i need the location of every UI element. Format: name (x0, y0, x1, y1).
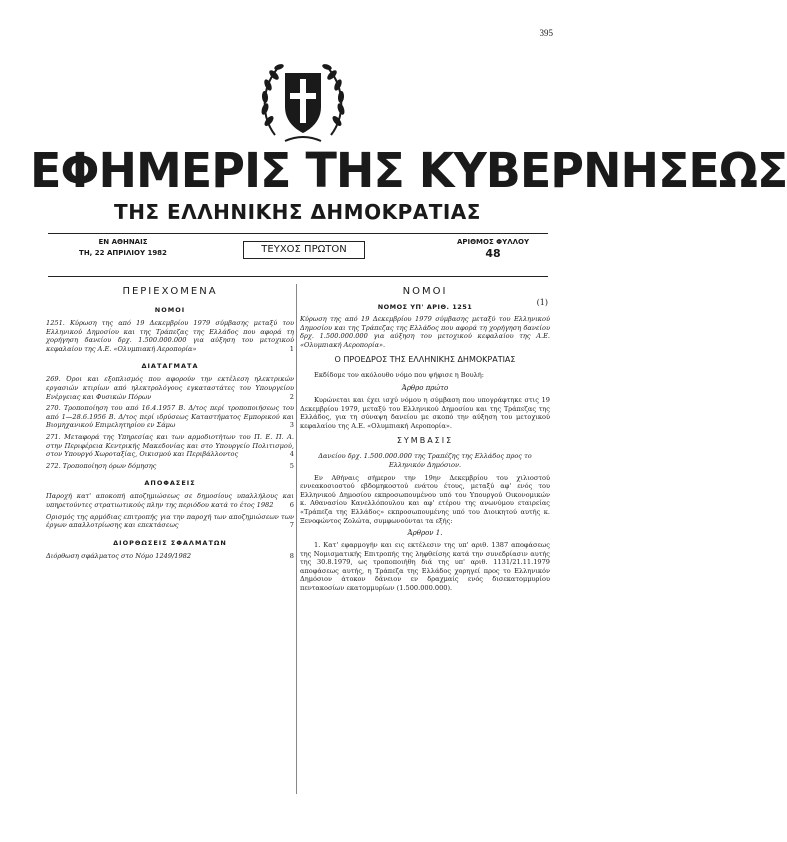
law-summary: Κύρωση της από 19 Δεκεμβρίου 1979 σύμβασης μεταξύ του Ελληνικού Δημοσίου και της Τράπεζας της Ελλάδος που αφορά τη χορήγηση δανείου δρχ. 1.500.000.000 για αύξηση του μετοχικού κεφαλαίου της Α.Ε. «Ολυμπιακή Αεροπορία». (300, 315, 550, 349)
contents-section-decrees (46, 362, 294, 470)
entry-text: Ορισμός της αρμόδιας επιτροπής για την παροχή των αποζημιώσεων των έργων απαλλοτρίωσης και επεκτάσεως (46, 512, 294, 530)
section-heading: ΔΙΟΡΘΩΣΕΙΣ ΣΦΑΛΜΑΤΩΝ (113, 538, 227, 547)
entry-text: 272. Τροποποίηση όρων δόμησης (46, 461, 157, 470)
agreement-heading: ΣΥΜΒΑΣΙΣ (396, 436, 454, 446)
president-heading: Ο ΠΡΟΕΔΡΟΣ ΤΗΣ ΕΛΛΗΝΙΚΗΣ ΔΗΜΟΚΡΑΤΙΑΣ (334, 355, 516, 365)
section-heading: ΔΙΑΤΑΓΜΑΤΑ (141, 362, 199, 371)
entry-text: Παροχή κατ' αποκοπή αποζημιώσεως σε δημοσίους υπαλλήλους και υπηρετούντες στρατιωτικούς πλην της περιόδου κατά το έτος 1982 (46, 492, 294, 509)
issue-bar (48, 237, 548, 273)
contents-entry (46, 492, 294, 509)
contents-entry (46, 404, 294, 430)
laws-column (300, 282, 550, 597)
article-text: 1. Κατ' εφαρμογήν και εις εκτέλεσιν της υπ' αριθ. 1387 αποφάσεως της Νομισματικής Επιτροπής της ληφθείσης κατά την συνεδρίασιν αυτής της 30.8.1979, ως τροποποιήθη διά της υπ' αριθ. 1131/21.11.1979 αποφάσεως αυτής, η Τράπεζα της Ελλάδος χορηγεί προς το Ελληνικόν Δημόσιον άτοκον δάνειον εν δραχμαίς ενός δισεκατομμυρίου πεντακοσίων εκατομμυρίων (1.500.000.000). (300, 541, 550, 593)
entry-text: 271. Μεταφορά της Υπηρεσίας και των αρμοδιοτήτων του Π. Ε. Π. Α. στην Περιφέρεια Κεντρικής Μακεδονίας και στο Υπουργείο Πολιτισμού, στον Υπουργό Χωροταξίας, Οικισμού και Περιβάλλοντος (46, 432, 294, 459)
issue-date-block (48, 237, 198, 259)
entry-text: Διόρθωση σφάλματος στο Νόμο 1249/1982 (46, 551, 192, 560)
gazette-subtitle: ΤΗΣ ΕΛΛΗΝΙΚΗΣ ΔΗΜΟΚΡΑΤΙΑΣ (114, 200, 481, 224)
issue-date: ΤΗ, 22 ΑΠΡΙΛΙΟΥ 1982 (79, 249, 167, 257)
sheet-label: ΑΡΙΘΜΟΣ ΦΥΛΛΟΥ (456, 238, 530, 246)
column-divider (296, 284, 297, 794)
agreement-text: Εν Αθήναις σήμερον την 19ην Δεκεμβρίου του χιλιοστού εννεακοσιοστού εβδομηκοστού ενάτου έτους, μεταξύ αφ' ενός του Ελληνικού Δημοσίου εκπροσωπουμένου υπό του Υπουργού Οικονομικών κ. Αθανασίου Κανελλόπουλου και αφ' ετέρου της ανωνύμου εταιρείας «Τράπεζα της Ελλάδος» εκπροσωπουμένης υπό του Διοικητού αυτής κ. Ξενοφώντος Ζολώτα, συμφωνούνται τα εξής: (300, 473, 550, 525)
contents-column (46, 282, 294, 563)
gazette-title: ΕΦΗΜΕΡΙΣ ΤΗΣ ΚΥΒΕΡΝΗΣΕΩΣ (30, 142, 787, 199)
entry-page: 5 (289, 461, 294, 470)
entry-text: 270. Τροποποίηση του από 16.4.1957 Β. Δ/τος περί τροποποιήσεως του από 1—28.6.1956 Β. Δ/τος περί ιδρύσεως Καταστήματος Εμπορικού και Βιομηχανικού Επιμελητηρίου εν Σάμω (46, 404, 294, 430)
contents-section-corrections (46, 539, 294, 561)
entry-page: 2 (289, 392, 294, 401)
contents-section-laws (46, 306, 294, 353)
contents-section-decisions (46, 479, 294, 529)
issue-series: ΤΕΥΧΟΣ ΠΡΩΤΟΝ (243, 241, 365, 259)
section-heading: ΝΟΜΟΙ (154, 306, 186, 314)
law-title: ΝΟΜΟΣ ΥΠ' ΑΡΙΘ. 1251 (377, 303, 473, 311)
article-1-text: Κυρώνεται και έχει ισχύ νόμου η σύμβαση που υπογράφτηκε στις 19 Δεκεμβρίου 1979, μεταξύ του Ελληνικού Δημοσίου και της Τράπεζας της Ελλάδος, για τη σύναψη δανείου με σκοπό την αύξηση του μετοχικού κεφαλαίου της Α.Ε. «Ολυμπιακή Αεροπορία». (300, 395, 550, 430)
agreement-subtitle: Δανείου δρχ. 1.500.000.000 της Τραπέζης της Ελλάδος προς το Ελληνικόν Δημόσιον. (318, 452, 532, 469)
footnote-mark: (1) (536, 298, 548, 307)
entry-page: 8 (289, 551, 294, 560)
contents-entry (46, 552, 294, 561)
issue-sheet-block (438, 237, 548, 259)
contents-entry (46, 513, 294, 530)
entry-page: 1 (289, 344, 294, 353)
entry-page: 7 (289, 521, 294, 530)
contents-entry (46, 375, 294, 401)
greek-state-emblem-icon (255, 55, 351, 147)
entry-page: 4 (289, 450, 294, 459)
entry-page: 3 (289, 421, 294, 430)
enactment-clause: Εκδίδομε τον ακόλουθο νόμο που ψήφισε η Βουλή: (314, 371, 484, 380)
contents-entry (46, 462, 294, 471)
contents-entry (46, 433, 294, 459)
contents-entry (46, 319, 294, 353)
article-1-label: Άρθρο πρώτο (401, 383, 449, 392)
entry-page: 6 (289, 500, 294, 509)
issue-rule (48, 276, 548, 277)
masthead-rule (48, 233, 548, 234)
entry-text: 269. Όροι και εξοπλισμός που αφορούν την εκτέλεση ηλεκτρικών εργασιών κτιρίων από ηλεκτρολόγους εγκαταστάτες του Υπουργείου Ενέργειας και Φυσικών Πόρων (46, 375, 294, 401)
laws-heading: ΝΟΜΟΙ (402, 286, 448, 297)
page-number: 395 (539, 28, 553, 38)
sheet-number: 48 (485, 247, 501, 260)
entry-text: 1251. Κύρωση της από 19 Δεκεμβρίου 1979 σύμβασης μεταξύ του Ελληνικού Δημοσίου και της Τράπεζας της Ελλάδος που αφορά τη χορήγηση δανείου δρχ. 1.500.000.000 για αύξηση του μετοχικού κεφαλαίου της Α.Ε. «Ολυμπιακή Αεροπορία» (46, 319, 294, 353)
contents-heading: ΠΕΡΙΕΧΟΜΕΝΑ (122, 286, 218, 297)
article-label: Άρθρον 1. (407, 529, 443, 538)
issue-place: ΕΝ ΑΘΗΝΑΙΣ (98, 238, 148, 246)
section-heading: ΑΠΟΦΑΣΕΙΣ (144, 479, 196, 488)
